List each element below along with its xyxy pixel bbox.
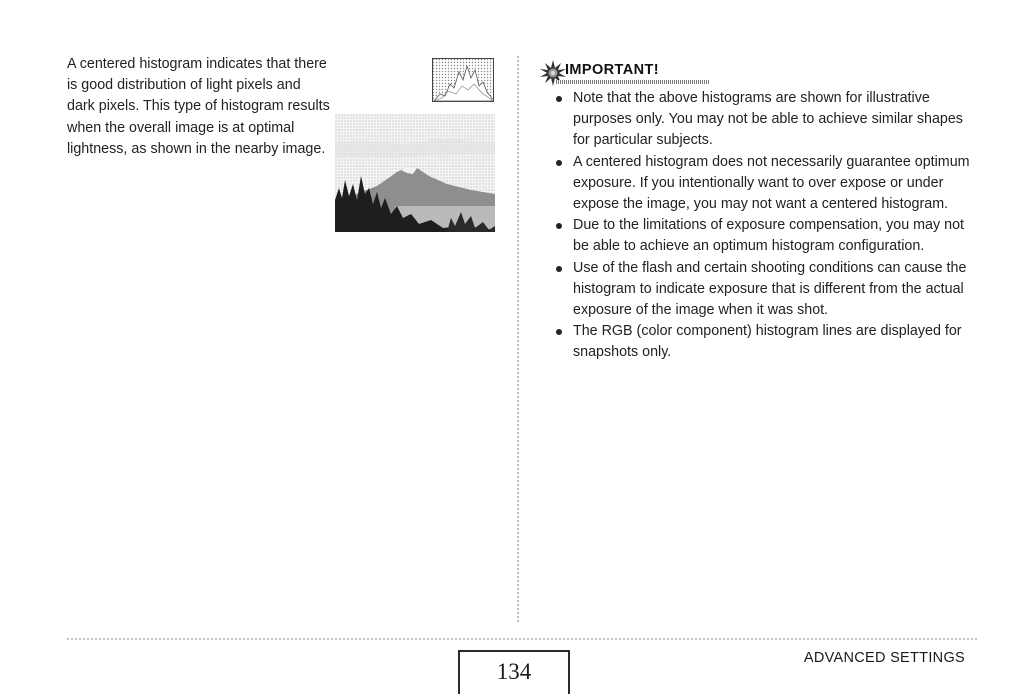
note-item bbox=[555, 152, 975, 216]
important-notes-list bbox=[555, 88, 975, 364]
bullet-icon bbox=[556, 160, 562, 166]
section-title: ADVANCED SETTINGS bbox=[803, 650, 965, 666]
bullet-icon bbox=[556, 329, 562, 335]
footer-divider bbox=[67, 638, 977, 640]
bullet-icon bbox=[556, 266, 562, 272]
note-text: Due to the limitations of exposure compensation, you may not be able to achieve an optimum histogram configuration. bbox=[573, 217, 964, 255]
important-title: IMPORTANT! bbox=[565, 62, 659, 78]
heading-underline bbox=[556, 80, 709, 84]
histogram-thumbnail bbox=[432, 58, 494, 102]
bullet-icon bbox=[556, 96, 562, 102]
page-number-tab bbox=[458, 650, 570, 694]
column-divider bbox=[517, 56, 519, 622]
note-item bbox=[555, 258, 975, 322]
landscape-photo bbox=[335, 114, 495, 232]
note-item bbox=[555, 88, 975, 152]
example-figure bbox=[335, 58, 495, 232]
note-item bbox=[555, 215, 975, 257]
note-text: The RGB (color component) histogram lines are displayed for snapshots only. bbox=[573, 323, 962, 361]
bullet-icon bbox=[556, 223, 562, 229]
note-text: Note that the above histograms are shown for illustrative purposes only. You may not be able to achieve similar shapes for particular subjects. bbox=[573, 90, 963, 149]
histogram-description: A centered histogram indicates that there is good distribution of light pixels and dark pixels. This type of histogram results when the overall image is at optimal lightness, as shown in the nearby image. bbox=[67, 56, 330, 157]
important-heading bbox=[540, 60, 720, 90]
note-text: Use of the flash and certain shooting conditions can cause the histogram to indicate exposure that is different from the actual exposure of the image when it was shot. bbox=[573, 259, 967, 319]
page-number: 134 bbox=[496, 659, 532, 684]
note-item bbox=[555, 321, 975, 363]
note-text: A centered histogram does not necessarily guarantee optimum exposure. If you intentionally want to over expose or under expose the image, you may not want a centered histogram. bbox=[573, 153, 970, 213]
